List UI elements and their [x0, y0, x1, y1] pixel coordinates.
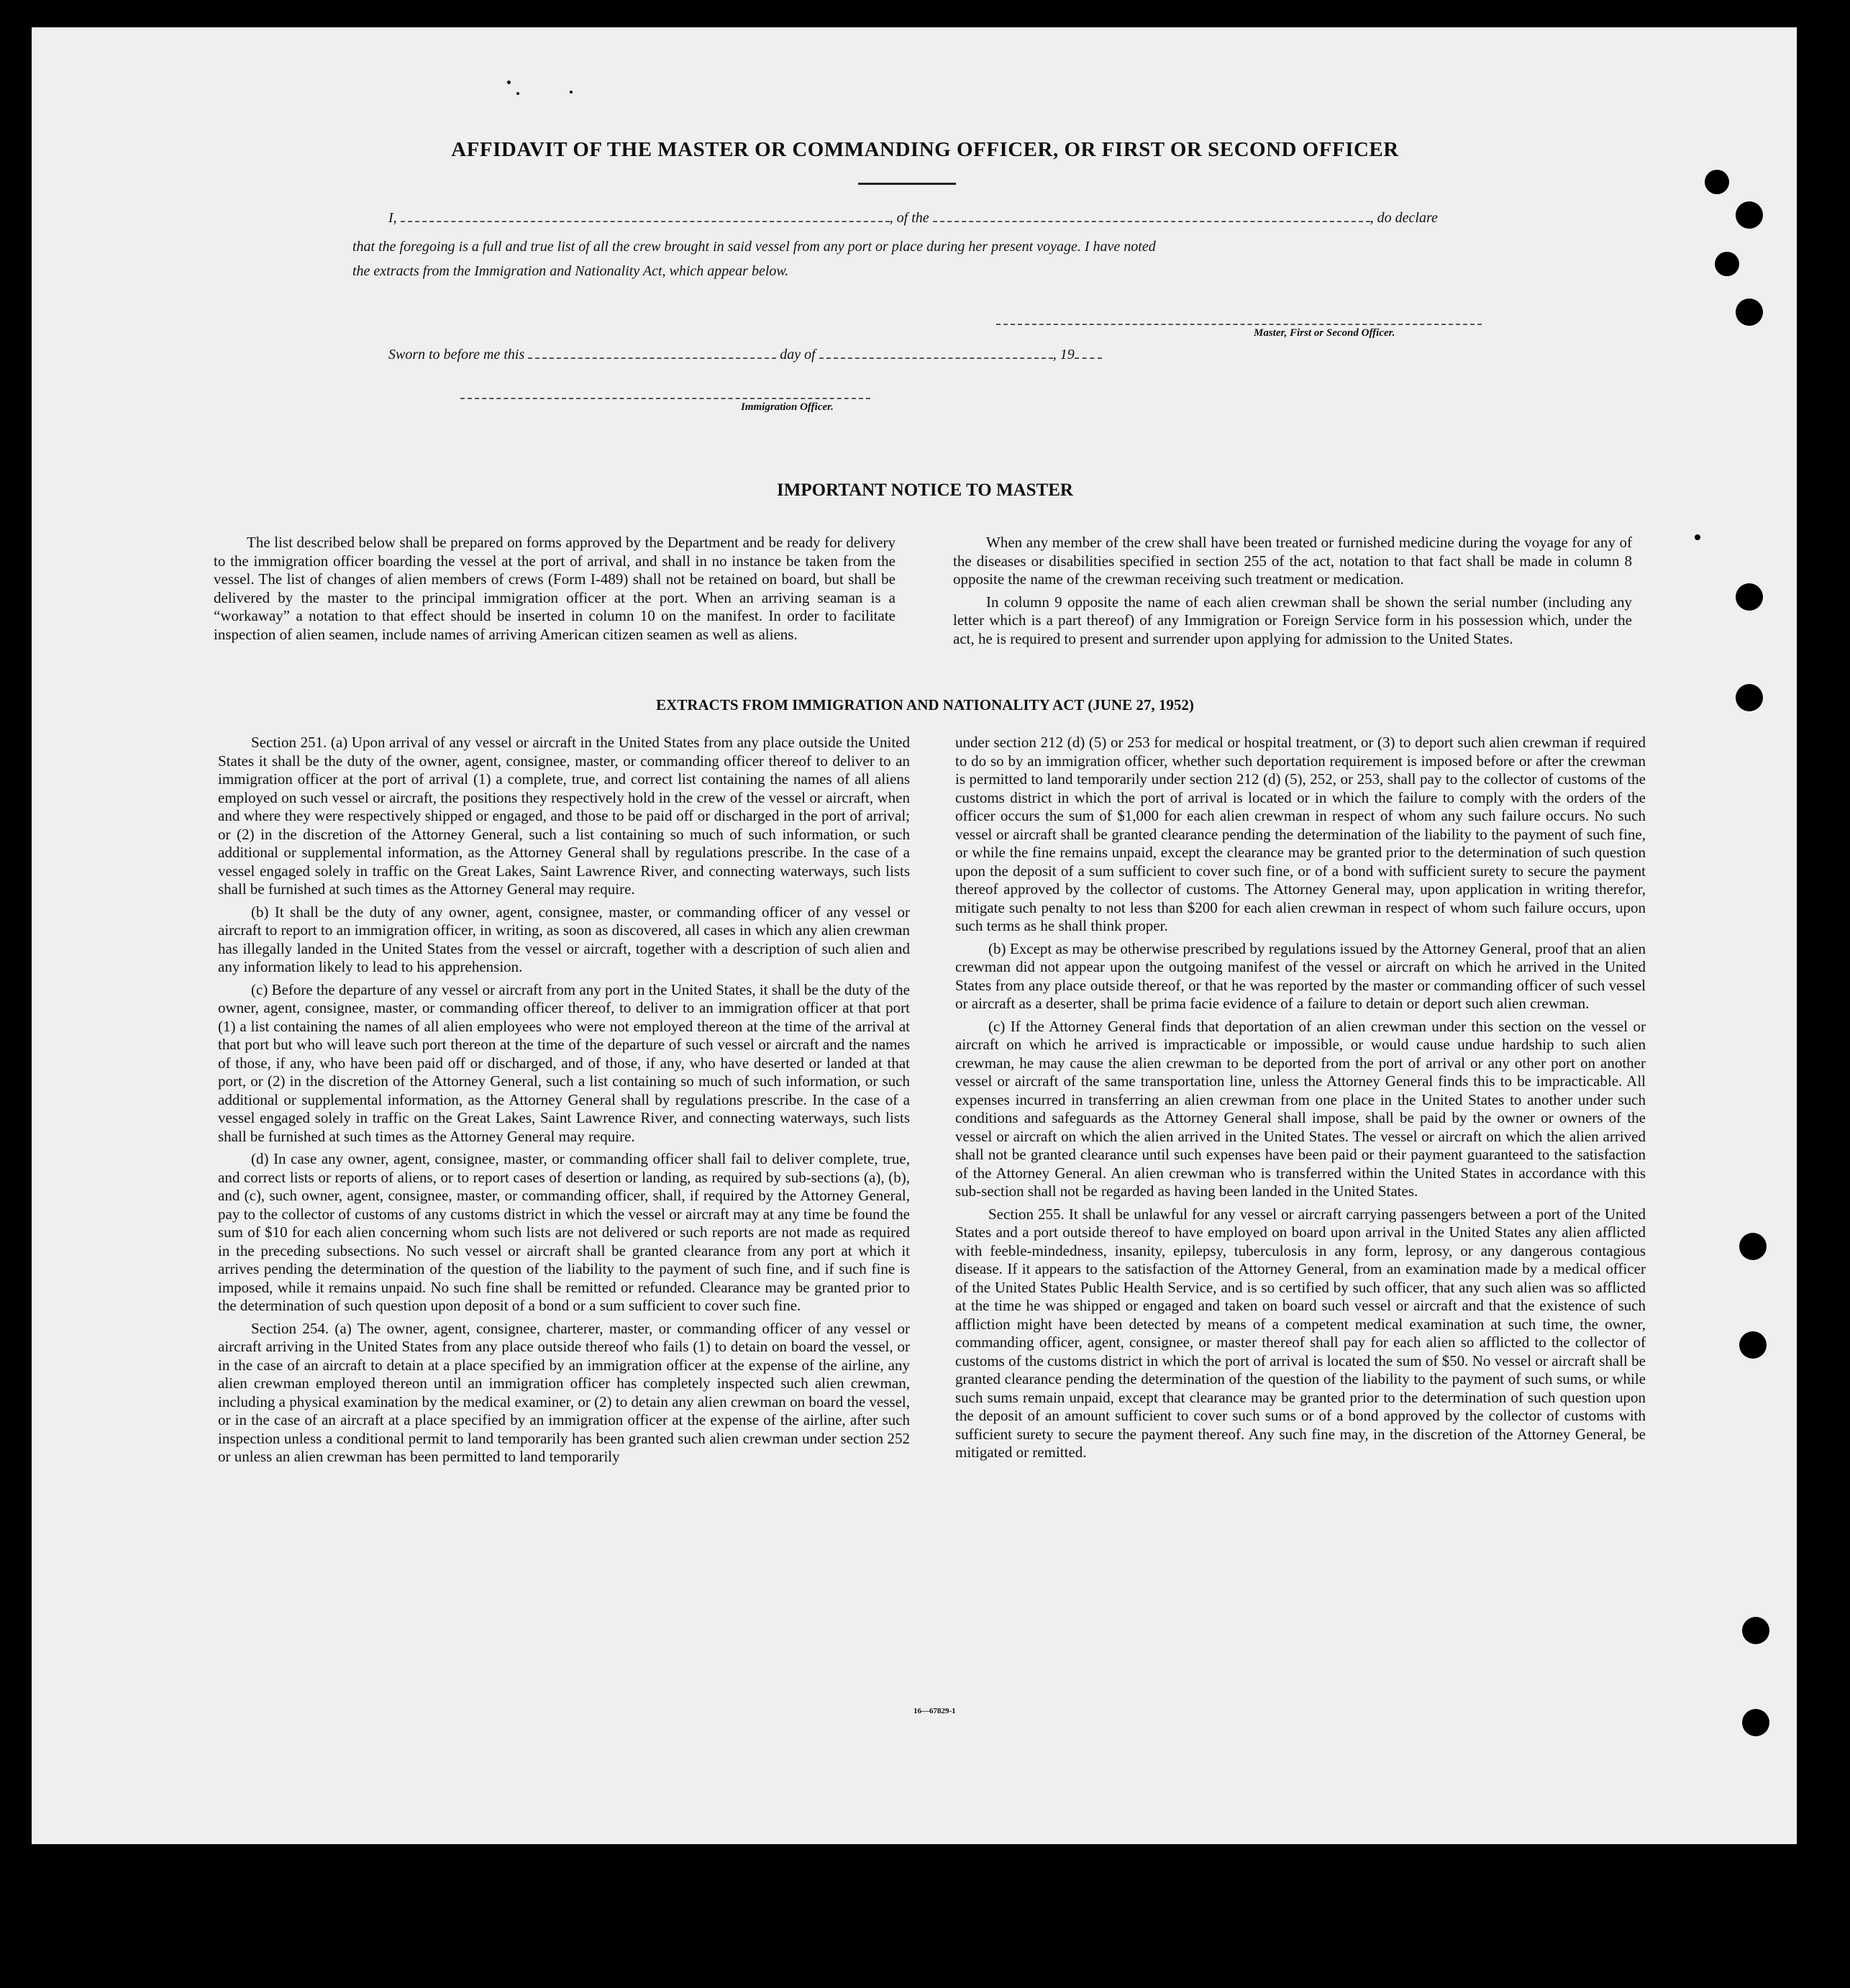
notice-left-paragraph: The list described below shall be prepared on forms approved by the Department and be ready for delivery to the immigration officer boarding the vessel at the port of arrival, and shall in no instance be taken from the vessel. The list of changes of alien members of crews (Form I-489) shall not be retained on board, but shall be delivered by the master to the principal immigration officer at the port. When an arriving seaman is a “workaway” a notation to that effect should be inserted in column 10 on the manifest. In order to facilitate inspection of alien seamen, include names of arriving American citizen seamen as well as aliens.: [214, 534, 896, 643]
extracts-right-column: [955, 734, 1646, 1467]
officer-signature-line[interactable]: [460, 398, 870, 399]
section-251c: (c) Before the departure of any vessel or aircraft from any port in the United States, it shall be the duty of the owner, agent, consignee, master, or commanding officer thereof, to deliver to an immigration officer at that port (1) a list containing the names of all alien employees who were not employed thereon at the time of the arrival at that port but who will leave such port thereon at the time of the departure of such vessel or aircraft and the names of those, if any, who have been paid off or discharged, and of those, if any, who have deserted or landed at that port, or (2) in the discretion of the Attorney General, such a list containing so much of such information, or such additional or supplemental information, as the Attorney General shall by regulations prescribe. In the case of a vessel engaged solely in traffic on the Great Lakes, Saint Lawrence River, and connecting waterways, such lists shall be furnished at such times as the Attorney General may require.: [218, 980, 910, 1145]
punch-hole: [1736, 684, 1763, 711]
section-255: Section 255. It shall be unlawful for any vessel or aircraft carrying passengers between a port of the United States and a port outside thereof to have employed on board upon arrival in the United States any alien afflicted with feeble-mindedness, insanity, epilepsy, tuberculosis in any form, leprosy, or any dangerous contagious disease. If it appears to the satisfaction of the Attorney General, from an examination made by a medical officer of the United States Public Health Service, and is so certified by such officer, that any such alien was so afflicted at the time he was shipped or engaged and taken on board such vessel or aircraft and that the existence of such affliction might have been detected by means of a competent medical examination at such time, the owner, commanding officer, agent, consignee, or master thereof shall pay for each alien so afflicted to the collector of customs of the customs district in which the port of arrival is located the sum of $50. No vessel or aircraft shall be granted clearance pending the determination of the question of the liability to the payment of such sums, or while such sums remain unpaid, except that clearance may be granted prior to the determination of such question upon the deposit of an amount sufficient to cover such sums or of a bond approved by the collector of customs with sufficient surety to secure the payment thereof. Any such fine may, in the discretion of the Attorney General, be mitigated or remitted.: [955, 1205, 1646, 1461]
notice-title: IMPORTANT NOTICE TO MASTER: [777, 480, 1073, 500]
declarant-prefix: I,: [388, 210, 397, 226]
speck: [507, 81, 511, 84]
day-of-label: day of: [780, 347, 816, 363]
master-signature-caption: Master, First or Second Officer.: [1254, 327, 1395, 339]
declarant-name-field[interactable]: [401, 211, 890, 222]
affidavit-line-3: the extracts from the Immigration and Nationality Act, which appear below.: [352, 263, 789, 279]
speck: [516, 92, 519, 95]
section-251d: (d) In case any owner, agent, consignee, master, or commanding officer shall fail to deliver complete, true, and correct lists or reports of aliens, or to report cases of desertion or landing, as required by sub-sections (a), (b), and (c), such owner, agent, consignee, master, or commanding officer, shall, if required by the Attorney General, pay to the collector of customs of any customs district in which the vessel or aircraft may at any time be found the sum of $10 for each alien concerning whom such lists are not delivered or such reports are not made as required in the preceding subsections. No such vessel or aircraft shall be granted clearance from any port at which it arrives pending the determination of the question of the liability to the payment of such fine, and if such fine is imposed, while it remains unpaid. No such fine shall be remitted or refunded. Clearance may be granted prior to the determination of such question upon deposit of a bond or a sum sufficient to cover such fine.: [218, 1150, 910, 1314]
speck: [951, 1877, 954, 1880]
year-label: , 19: [1052, 347, 1075, 363]
punch-hole: [1705, 170, 1729, 194]
vessel-name-field[interactable]: [933, 211, 1370, 222]
form-code: 16—67829-1: [913, 1707, 956, 1715]
notice-right-paragraph-2: In column 9 opposite the name of each alien crewman shall be shown the serial number (including any letter which is a part thereof) of any Immigration or Foreign Service form in his possession which, under the act, he is required to present and surrender upon applying for admission to the United States.: [953, 593, 1632, 647]
punch-hole: [1715, 252, 1739, 276]
section-251b: (b) It shall be the duty of any owner, agent, consignee, master, or commanding officer of any vessel or aircraft to report to an immigration officer, in writing, as soon as discovered, all cases in which any alien crewman has illegally landed in the United States from the vessel or aircraft, together with a description of such alien and any information likely to lead to his apprehension.: [218, 903, 910, 975]
section-251a: Section 251. (a) Upon arrival of any vessel or aircraft in the United States from any place outside the United States it shall be the duty of the owner, agent, consignee, master, or commanding officer thereof to deliver to an immigration officer at the port of arrival (1) a complete, true, and correct list containing the names of all aliens employed on such vessel or aircraft, the positions they respectively hold in the crew of the vessel or aircraft, when and where they were respectively shipped or engaged, and those to be paid off or discharged in the port of arrival; or (2) in the discretion of the Attorney General, such a list containing so much of such information, or such additional or supplemental information, as the Attorney General shall by regulations prescribe. In the case of a vessel engaged solely in traffic on the Great Lakes, Saint Lawrence River, and connecting waterways, such lists shall be furnished at such times as the Attorney General may require.: [218, 734, 910, 898]
sworn-year-field[interactable]: [1075, 347, 1102, 359]
notice-left-column: [214, 534, 896, 648]
sworn-day-field[interactable]: [528, 347, 776, 359]
affidavit-line-1: [388, 210, 1438, 227]
of-the-label: , of the: [889, 210, 929, 226]
section-254b: (b) Except as may be otherwise prescribed by regulations issued by the Attorney General, proof that an alien crewman did not appear upon the outgoing manifest of the vessel or aircraft on which he arrived in the United States from any place outside thereof, or that he was reported by the master or commanding officer of such vessel or aircraft as a deserter, shall be prima facie evidence of a failure to detain or deport such alien crewman.: [955, 939, 1646, 1012]
section-254a: Section 254. (a) The owner, agent, consignee, charterer, master, or commanding officer of any vessel or aircraft arriving in the United States from any place outside thereof who fails (1) to detain on board the vessel, or in the case of an aircraft to detain at a place specified by an immigration officer at the expense of the airline, any alien crewman employed thereon until an immigration officer has completely inspected such alien crewman, including a physical examination by the medical examiner, or (2) to detain any alien crewman on board the vessel, or in the case of an aircraft at a place specified by an immigration officer at the expense of the airline, after such inspection unless a conditional permit to land temporarily has been granted such alien crewman under section 252 or unless an alien crewman has been permitted to land temporarily: [218, 1319, 910, 1465]
master-signature-line[interactable]: [996, 324, 1482, 325]
speck: [1695, 534, 1700, 540]
sworn-line: [388, 347, 1102, 363]
sworn-label: Sworn to before me this: [388, 347, 525, 363]
extracts-left-column: [218, 734, 910, 1471]
punch-hole: [1742, 1617, 1769, 1644]
punch-hole: [1739, 1233, 1767, 1260]
notice-right-column: [953, 534, 1632, 652]
notice-right-paragraph-1: When any member of the crew shall have been treated or furnished medicine during the voyage for any of the diseases or disabilities specified in section 255 of the act, notation to that fact shall be made in column 8 opposite the name of the crewman receiving such treatment or medication.: [953, 534, 1632, 588]
punch-hole: [1736, 201, 1763, 229]
affidavit-title: AFFIDAVIT OF THE MASTER OR COMMANDING OFFICER, OR FIRST OR SECOND OFFICER: [451, 138, 1399, 161]
punch-hole: [1742, 1709, 1769, 1736]
speck: [570, 91, 573, 94]
title-underline: [858, 183, 956, 185]
punch-hole: [1736, 583, 1763, 611]
sworn-month-field[interactable]: [819, 347, 1053, 359]
section-254a-continued: under section 212 (d) (5) or 253 for medical or hospital treatment, or (3) to deport such alien crewman if required to do so by an immigration officer, whether such deportation requirement is imposed before or after the crewman is permitted to land temporarily under section 212 (d) (5), 252, or 253, shall pay to the collector of customs of the customs district in which the port of arrival is located or in which the failure to comply with the orders of the officer occurs the sum of $1,000 for each alien crewman in respect of whom any such failure occurs. No such vessel or aircraft shall be granted clearance pending the determination of the liability to the payment of such fine, or while the fine remains unpaid, except the clearance may be granted prior to the determination of such question upon the deposit of a sum sufficient to cover such fine, or of a bond with sufficient surety to secure the payment thereof approved by the collector of customs. The Attorney General may, upon application in writing therefor, mitigate such penalty to not less than $200 for each alien crewman in respect of whom such failure occurs, upon such terms as he shall think proper.: [955, 734, 1646, 934]
section-254c: (c) If the Attorney General finds that deportation of an alien crewman under this section on the vessel or aircraft on which he arrived is impracticable or impossible, or would cause undue hardship to such alien crewman, he may cause the alien crewman to be deported from the port of arrival or any other port on another vessel or aircraft of the same transportation line, unless the Attorney General finds this to be impracticable. All expenses incurred in transferring an alien crewman from one place in the United States to another under such conditions and safeguards as the Attorney General shall impose, shall be paid by the owner or owners of the vessel or aircraft on which the alien arrived in the United States. The vessel or aircraft on which the alien arrived shall not be granted clearance until such expenses have been paid or their payment guaranteed to the satisfaction of the Attorney General. An alien crewman who is transferred within the United States in accordance with this sub-section shall not be regarded as having been landed in the United States.: [955, 1017, 1646, 1200]
officer-signature-caption: Immigration Officer.: [741, 401, 834, 413]
declare-label: , do declare: [1370, 210, 1438, 226]
extracts-title: EXTRACTS FROM IMMIGRATION AND NATIONALITY ACT (JUNE 27, 1952): [656, 696, 1194, 713]
punch-hole: [1739, 1331, 1767, 1359]
punch-hole: [1736, 298, 1763, 326]
affidavit-line-2: that the foregoing is a full and true list of all the crew brought in said vessel from any port or place during her present voyage. I have noted: [352, 239, 1156, 255]
